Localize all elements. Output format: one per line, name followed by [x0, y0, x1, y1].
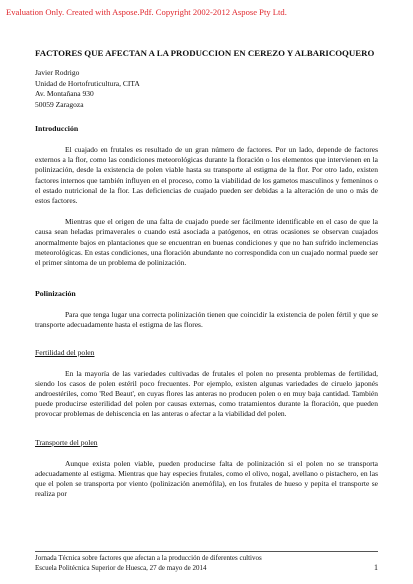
section-heading-polinizacion: Polinización	[35, 289, 76, 299]
paragraph-fertilidad: En la mayoría de las variedades cultivadas de frutales el polen no presenta problemas de fertilidad, siendo los casos de polen estéril poco frecuentes. Por ejemplo, existen algunas variedades de ciruelo japonés androestériles, como 'Red Beaut', en cuyas flores las anteras no producen polen o en muy baja cantidad. También puede producirse esterilidad del polen por causas externas, como tratamientos durante la floración, que pueden provocar problemas de dehiscencia en las anteras o afectar a la viabilidad del polen.	[35, 368, 378, 419]
subsection-heading-transporte: Transporte del polen	[35, 437, 98, 447]
author-unit: Unidad de Hortofruticultura, CITA	[35, 78, 140, 88]
author-city: 50059 Zaragoza	[35, 99, 84, 109]
paragraph-intro-1: El cuajado en frutales es resultado de un gran número de factores. Por un lado, depende de factores externos a la flor, como las condiciones meteorológicas durante la floración o los elementos que intervienen en la polinización, desde la existencia de polen viable hasta su transporte al estigma de la flor. Por otro lado, existen factores internos que también influyen en el proceso, como la viabilidad de los gametos masculinos y femeninos o el estado nutricional de la flor. Las deficiencias de cuajado pueden ser debidas a la alteración de uno o más de estos factores.	[35, 145, 378, 206]
paragraph-polinizacion: Para que tenga lugar una correcta polinización tienen que coincidir la existencia de polen fértil y que se transporte adecuadamente hasta el estigma de las flores.	[35, 310, 378, 330]
paragraph-intro-2: Mientras que el origen de una falta de cuajado puede ser fácilmente identificable en el caso de que la causa sean heladas primaverales o cuando está asociada a patógenos, en otras ocasiones se observan cuajados anormalmente bajos en plantaciones que se encuentran en buenas condiciones y que no han sufrido inclemencias meteorológicas. En estas condiciones, una floración abundante no correspondida con un cuajado normal puede ser el primer síntoma de un problema de polinización.	[35, 217, 378, 268]
evaluation-watermark: Evaluation Only. Created with Aspose.Pdf. Copyright 2002-2012 Aspose Pty Ltd.	[6, 7, 287, 17]
footer-line-2: Escuela Politécnica Superior de Huesca, 27 de mayo de 2014	[35, 563, 207, 572]
page-number: 1	[374, 563, 378, 572]
paragraph-transporte: Aunque exista polen viable, pueden producirse falta de polinización si el polen no se transporta adecuadamente al estigma. Mientras que hay especies frutales, como el olivo, nogal, avellano o pistachero, en las que el polen se transporta por viento (polinización anemófila), en los frutales de hueso y pepita el transporte se realiza por	[35, 458, 378, 499]
author-address: Av. Montañana 930	[35, 89, 94, 98]
footer-line-1: Jornada Técnica sobre factores que afectan a la producción de diferentes cultivos	[35, 554, 262, 562]
section-heading-introduccion: Introducción	[35, 124, 79, 133]
subsection-heading-fertilidad: Fertilidad del polen	[35, 347, 95, 357]
page-footer	[35, 551, 378, 573]
author-block	[35, 68, 378, 110]
document-title: FACTORES QUE AFECTAN A LA PRODUCCION EN CEREZO Y ALBARICOQUERO	[35, 48, 375, 58]
document-body	[35, 48, 378, 499]
author-name: Javier Rodrigo	[35, 68, 80, 77]
